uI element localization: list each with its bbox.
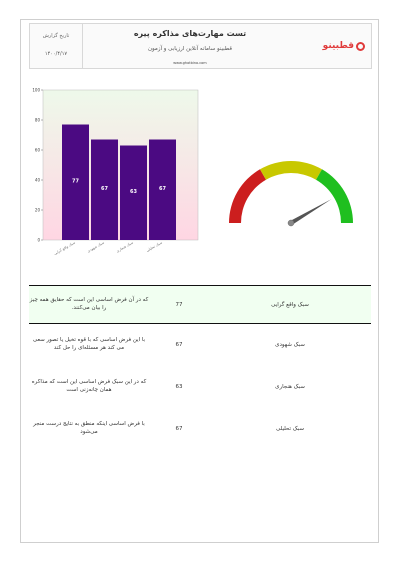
row-style-name: سبک شهودی [275, 341, 305, 348]
row-score: 63 [175, 383, 183, 390]
bar-value-label: 63 [130, 188, 137, 195]
report-url: www.ghotbino.com [173, 61, 207, 65]
results-table [29, 285, 371, 450]
brand-logo-icon [356, 42, 365, 51]
row-style-name: سبک واقع گرایی [271, 301, 309, 308]
report-title-block [90, 24, 290, 68]
x-category-label: سبک شهودی [86, 240, 105, 254]
row-description: با فرض اساسی اینکه منطق به نتایج درست منجر می‌شود [33, 421, 145, 435]
x-category-label: سبک واقع گرایی [53, 240, 76, 256]
brand-logo-text: قطبینو [322, 41, 354, 51]
row-description: که در آن فرض اساسی این است که حقایق همه چیز را بیان می‌کنند. [29, 297, 149, 311]
gauge-band-yellow [260, 161, 322, 180]
gauge-svg [221, 145, 361, 235]
y-tick-label: 100 [32, 87, 40, 93]
report-date-label: تاریخ گزارش [42, 33, 70, 39]
gauge-needle [290, 199, 332, 225]
report-title: تست مهارت‌های مذاکره پیره [133, 29, 247, 38]
bar-value-label: 67 [101, 185, 108, 192]
bar-chart-svg [21, 84, 201, 264]
x-category-label: سبک تحلیلی [145, 240, 163, 253]
gauge-chart [221, 145, 361, 235]
bar-value-label: 77 [72, 178, 79, 185]
y-tick-label: 0 [37, 237, 40, 243]
report-subtitle: قطبینو سامانه آنلاین ارزیابی و آزمون [148, 46, 232, 52]
x-category-label: سبک هنجاری [115, 240, 134, 254]
row-score: 67 [175, 425, 183, 432]
brand-logo [323, 39, 365, 53]
y-tick-label: 20 [34, 207, 40, 213]
bar-chart [21, 84, 201, 264]
table-row [29, 324, 371, 366]
table-row [29, 286, 371, 324]
table-row [29, 408, 371, 450]
y-tick-label: 60 [34, 147, 40, 153]
bar-value-label: 67 [159, 185, 166, 192]
y-tick-label: 40 [34, 177, 40, 183]
row-style-name: سبک تحلیلی [276, 425, 304, 432]
row-style-name: سبک هنجاری [275, 383, 305, 390]
row-description: که در این سبک فرض اساسی این است که مذاکره همان چانه‌زنی است [31, 379, 147, 393]
table-row [29, 366, 371, 408]
gauge-pivot [288, 220, 294, 226]
gauge-band-green [316, 169, 353, 223]
row-score: 77 [175, 301, 183, 308]
y-tick-label: 80 [34, 117, 40, 123]
gauge-band-red [229, 169, 266, 223]
row-description: با این فرض اساسی که با قوه تخیل یا تصور سعی می کند هر مسئله‌ای را حل کند [32, 337, 146, 351]
report-header [29, 23, 372, 69]
report-date-value: ۱۴۰۰/۴/۱۷ [44, 51, 68, 57]
report-date-box [30, 24, 83, 68]
report-page [20, 19, 379, 543]
row-score: 67 [175, 341, 183, 348]
